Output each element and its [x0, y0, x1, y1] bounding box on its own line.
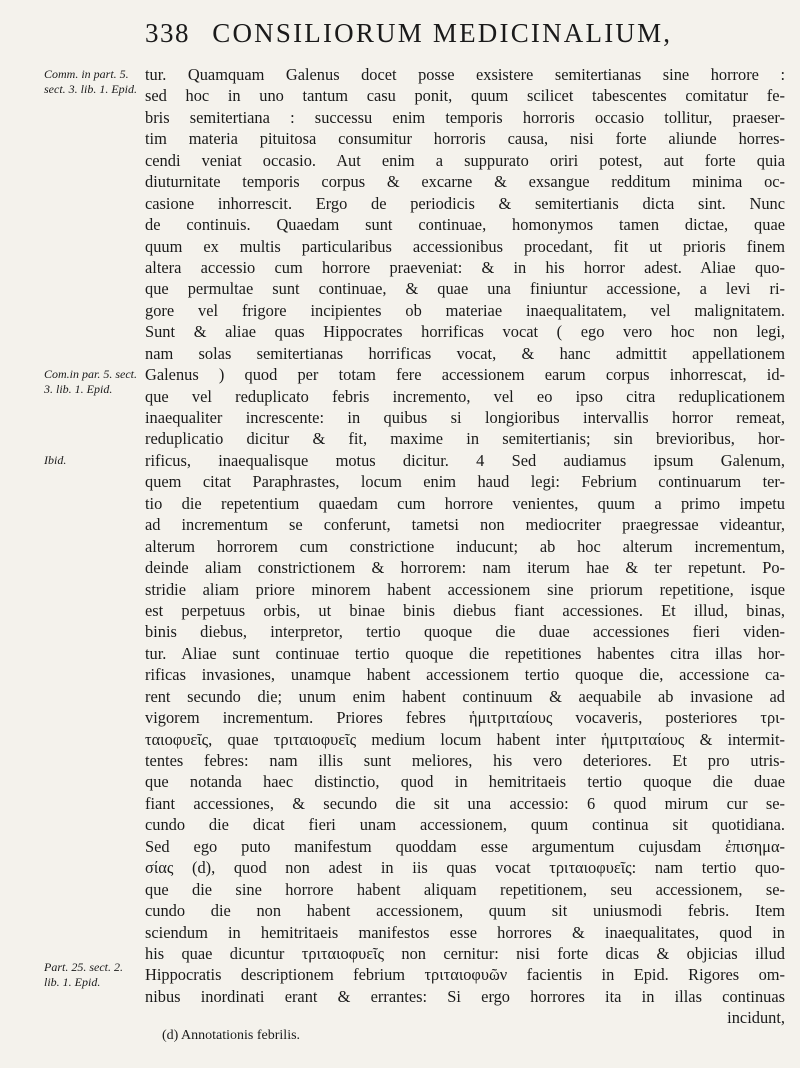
text-line: de continuis. Quaedam sunt continuae, homonymos tamen dictae, quae: [145, 215, 785, 235]
text-line: casione inhorrescit. Ergo de periodicis & semitertianis dicta sint. Nunc: [145, 193, 785, 213]
text-line: diuturnitate temporis corpus & excarne & exsangue redditum minima oc-: [145, 172, 785, 192]
text-line: que permultae sunt continuae, & quae una finiuntur accessione, a levi ri-: [145, 279, 785, 299]
text-line: tentes febres: nam illis sunt meliores, his vero deteriores. Et pro utris-: [145, 751, 785, 770]
text-line: his quae dicuntur τριταιοφυεῖς non cernitur: nisi forte dicas & objicias illud: [145, 943, 785, 963]
text-line: sed hoc in uno tantum casu ponit, quum scilicet tabescentes comitatur fe-: [145, 86, 785, 106]
margin-note: Comm. in part. 5. sect. 3. lib. 1. Epid.: [44, 67, 137, 96]
margin-note: Part. 25. sect. 2. lib. 1. Epid.: [44, 960, 123, 989]
text-line: rificas invasiones, unamque habent accessionem tertio quoque die, accessione ca-: [145, 665, 785, 685]
text-line: reduplicatio dicitur & fit, maxime in semitertianis; sin brevioribus, hor-: [145, 429, 785, 449]
text-line: que vel reduplicato febris incremento, vel eo ipso citra reduplicationem: [145, 386, 785, 406]
text-line: tur. Aliae sunt continuae tertio quoque die repetitiones habentes citra illas hor-: [145, 643, 785, 663]
text-line: cundo die dicat fieri unam accessionem, quum continua sit quotidiana.: [145, 815, 785, 835]
text-line: gore vel frigore incipientes ob materiae inaequalitatem, vel malignitatem.: [145, 300, 785, 320]
text-line: alterum horrorem cum constrictione inducunt; ab hoc alterum incrementum,: [145, 536, 785, 556]
running-title: CONSILIORUM MEDICINALIUM,: [212, 18, 673, 48]
page-number: 338: [145, 18, 190, 48]
text-line: est perpetuus orbis, ut binae binis diebus fiant accessiones. Et illud, binas,: [145, 600, 785, 620]
text-line: Sed ego puto manifestum quoddam esse argumentum cujusdam ἐπισημα-: [145, 836, 785, 856]
text-line: ταιοφυεῖς, quae τριταιοφυεῖς medium locum habent inter ἡμιτριταίους & intermit-: [145, 729, 785, 749]
text-line: nam solas semitertianas horrificas vocat, & hanc admittit appellationem: [145, 343, 785, 363]
text-line: inaequaliter increscente: in quibus si longioribus intervallis horror remeat,: [145, 408, 785, 427]
text-line: rent secundo die; unum enim habent continuum & aequabile ab invasione ad: [145, 686, 785, 706]
text-line: quem citat Paraphrastes, locum enim haud legi: Febrium continuarum ter-: [145, 472, 785, 492]
text-line: cundo die non habent accessionem, quum sit uniusmodi febris. Item: [145, 901, 785, 921]
text-line: que die sine horrore habent aliquam repetitionem, seu accessionem, se-: [145, 879, 785, 899]
margin-note: Ibid.: [44, 453, 67, 467]
text-line: tur. Quamquam Galenus docet posse exsistere semitertianas sine horrore :: [145, 65, 785, 84]
text-line: que notanda haec distinctio, quod in hemitritaeis tertio quoque die duae: [145, 772, 785, 792]
text-line: tim materia pituitosa consumitur horroris causa, nisi forte aliunde horres-: [145, 129, 785, 149]
body-text: [145, 64, 785, 1029]
text-line: Sunt & aliae quas Hippocrates horrificas vocat ( ego vero hoc non legi,: [145, 322, 785, 342]
text-line: bris semitertiana : successu enim temporis horroris occasio tollitur, praeser-: [145, 107, 785, 127]
text-line: Hippocratis descriptionem febrium τριταιοφυῶν facientis in Epid. Rigores om-: [145, 965, 785, 985]
page-header: [145, 18, 785, 54]
text-line: quum ex multis particularibus accessionibus procedant, fit ut prioris finem: [145, 236, 785, 256]
text-line: stridie aliam priore minorem habent accessionem sine priorum repetitione, isque: [145, 579, 785, 599]
text-line: ad incrementum se conferunt, tametsi non mediocriter praegressae videantur,: [145, 515, 785, 535]
text-line: fiant accessiones, & secundo die sit una accessio: 6 quod mirum cur se-: [145, 793, 785, 813]
footnote: (d) Annotationis febrilis.: [162, 1028, 301, 1043]
text-line: σίας (d), quod non adest in iis quas vocat τριταιοφυεῖς: nam tertio quo-: [145, 858, 785, 878]
text-line: cendi veniat occasio. Aut enim a suppurato oriri potest, aut forte quia: [145, 150, 785, 170]
text-line: binis diebus, interpretor, tertio quoque die duae accessiones fieri viden-: [145, 622, 785, 642]
text-line: sciendum in hemitritaeis manifestos esse horrores & inaequalitates, quod in: [145, 922, 785, 942]
text-line: nibus inordinati erant & errantes: Si ergo horrores ita in illas continuas: [145, 986, 785, 1006]
text-line: rificus, inaequalisque motus dicitur. 4 Sed audiamus ipsum Galenum,: [145, 450, 785, 470]
text-line: incidunt,: [727, 1008, 785, 1028]
text-line: altera accessio cum horrore praeveniat: & in his horror adest. Aliae quo-: [145, 257, 785, 277]
text-line: deinde aliam constrictionem & horrorem: nam iterum hae & ter repetunt. Po-: [145, 558, 785, 578]
text-line: tio die repetentium quaedam cum horrore venientes, quum a primo impetu: [145, 493, 785, 513]
margin-note: Com.in par. 5. sect. 3. lib. 1. Epid.: [44, 367, 137, 396]
text-line: Galenus ) quod per totam fere accessionem earum corpus inhorrescat, id-: [145, 365, 785, 385]
text-line: vigorem incrementum. Priores febres ἡμιτριταίους vocaveris, posteriores τρι-: [145, 708, 785, 728]
